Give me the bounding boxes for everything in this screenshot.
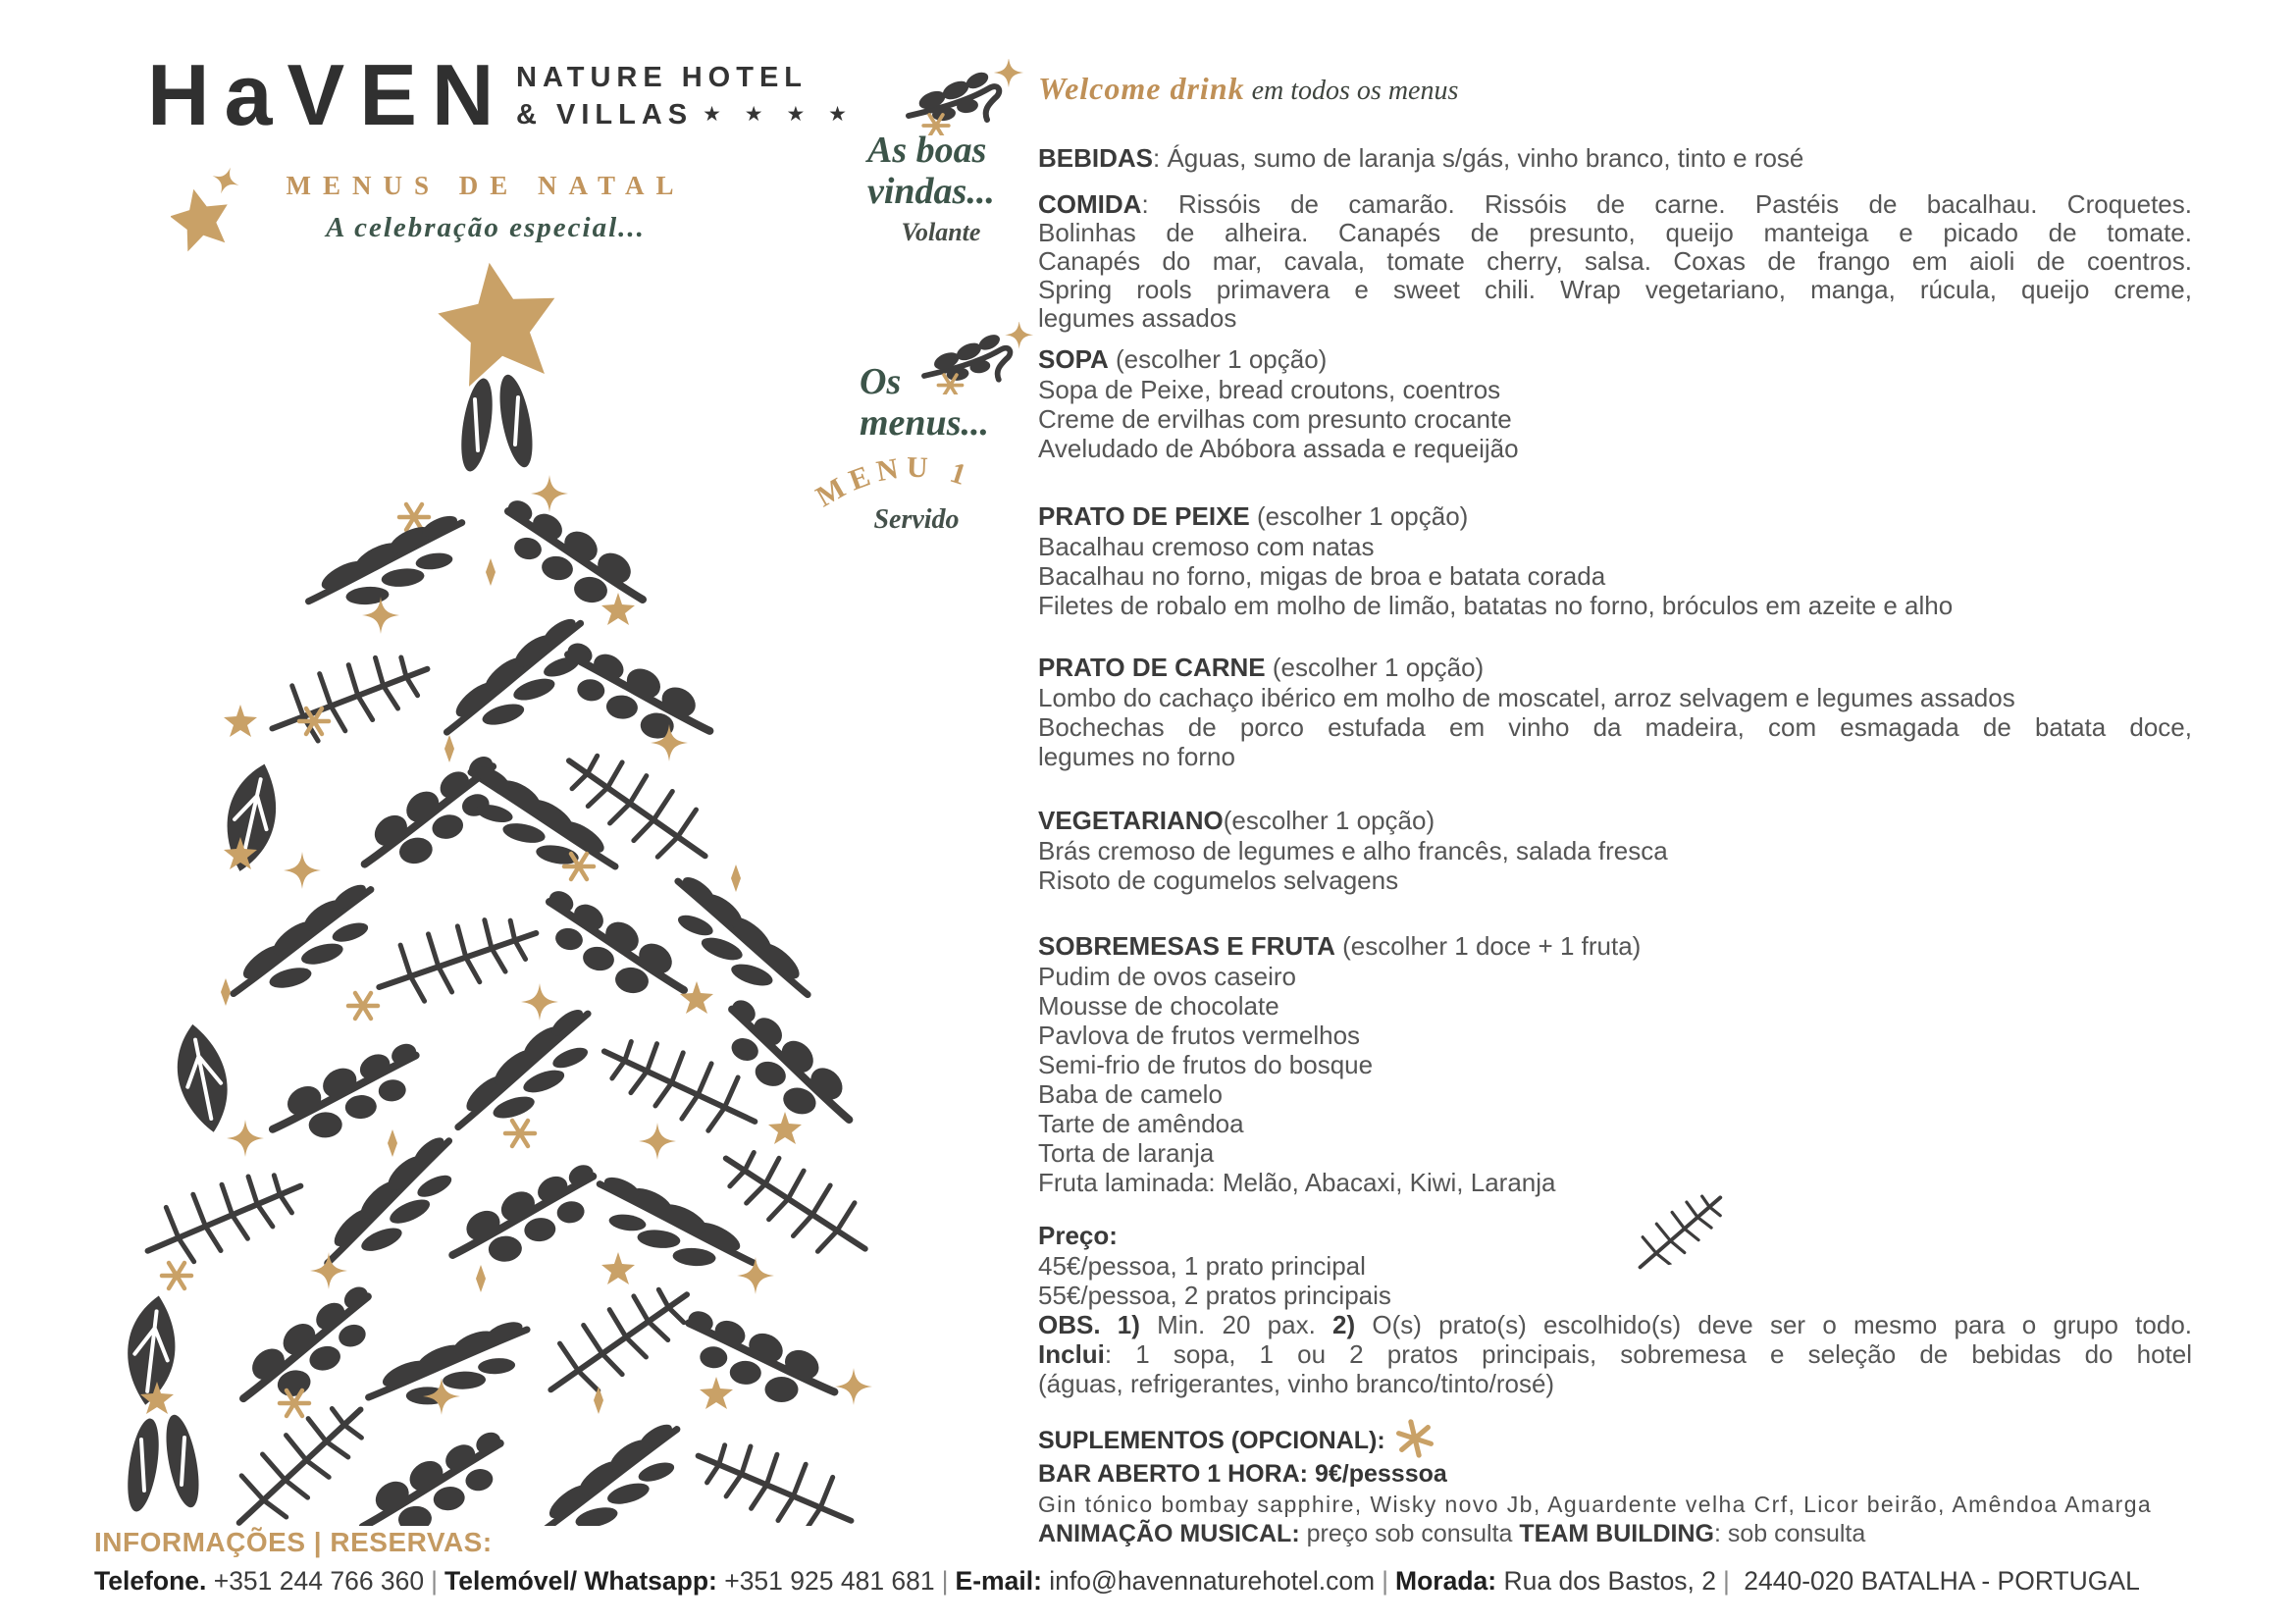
- brand-tagline: [516, 59, 856, 136]
- menu-item: legumes no forno: [1038, 742, 1235, 771]
- mobile-label: Telemóvel/ Whatsapp:: [444, 1566, 717, 1596]
- section-sopa: SOPA (escolher 1 opção) Sopa de Peixe, bread croutons, coentros Creme de ervilhas com presunto crocante Aveludado de Abóbora assada e requeijão: [1038, 343, 2192, 463]
- welcome-drink-line: Welcome drink em todos os menus: [1038, 71, 1459, 106]
- svg-text:MENU 1: MENU 1: [810, 450, 977, 514]
- welcome-label: As boas vindas...: [867, 130, 995, 212]
- menu-item: Filetes de robalo em molho de limão, batatas no forno, bróculos em azeite e alho: [1038, 591, 1954, 620]
- menu-item: Brás cremoso de legumes e alho francês, salada fresca: [1038, 836, 1668, 865]
- inclui-line2: (águas, refrigerantes, vinho branco/tinto/rosé): [1038, 1369, 1555, 1398]
- section-supplements: [1038, 1419, 2192, 1548]
- inclui-line: Inclui: 1 sopa, 1 ou 2 pratos principais, sobremesa e seleção de bebidas do hotel: [1038, 1339, 2192, 1369]
- menu-item: Risoto de cogumelos selvagens: [1038, 865, 1399, 895]
- menu-item: Lombo do cachaço ibérico em molho de moscatel, arroz selvagem e legumes assados: [1038, 683, 2015, 712]
- star-icon: [171, 159, 239, 255]
- menu-item: Pudim de ovos caseiro: [1038, 962, 1297, 991]
- tree-illustration: [69, 260, 903, 1526]
- menu-item: Bacalhau cremoso com natas: [1038, 532, 1375, 561]
- welcome-drink-accent: Welcome drink: [1038, 71, 1245, 106]
- supplements-heading: SUPLEMENTOS (OPCIONAL):: [1038, 1419, 2192, 1458]
- section-pricing: [1038, 1220, 2192, 1398]
- brand-wordmark: HaVEN: [147, 46, 509, 143]
- menu-item: Torta de laranja: [1038, 1138, 1215, 1168]
- menu-item: Aveludado de Abóbora assada e requeijão: [1038, 434, 1519, 463]
- mobile-number: +351 925 481 681: [716, 1566, 935, 1596]
- page-title: MENUS DE NATAL: [286, 171, 686, 200]
- menu-item: Sopa de Peixe, bread croutons, coentros: [1038, 375, 1501, 404]
- open-bar-line: BAR ABERTO 1 HORA: 9€/pesssoa: [1038, 1460, 1447, 1488]
- phone-label: Telefone.: [94, 1566, 207, 1596]
- comida-paragraph: COMIDA: Rissóis de camarão. Rissóis de carne. Pastéis de bacalhau. Croquetes. Bolinhas de alheira. Canapés de presunto, queijo manteiga e picado de tomate. Canapés do mar, cavala, tomate cherry, salsa. Coxas de frango em aioli de coentros. Spring rools primavera e sweet chili. Wrap vegetariano, manga, rúcula, queijo creme, legumes assados: [1038, 189, 2192, 333]
- section-prato-de-peixe: PRATO DE PEIXE (escolher 1 opção) Bacalhau cremoso com natas Bacalhau no forno, migas de broa e batata corada Filetes de robalo em molho de limão, batatas no forno, bróculos em azeite e alho: [1038, 500, 2192, 620]
- menu-item: Tarte de amêndoa: [1038, 1109, 1244, 1138]
- welcome-style-label: Volante: [901, 218, 981, 246]
- section-sobremesas: SOBREMESAS E FRUTA (escolher 1 doce + 1 fruta) Pudim de ovos caseiro Mousse de chocolate Pavlova de frutos vermelhos Semi-frio de frutos do bosque Baba de camelo Tarte de amêndoa Torta de laranja Fruta laminada: Melão, Abacaxi, Kiwi, Laranja: [1038, 930, 2192, 1197]
- menu-item: Pavlova de frutos vermelhos: [1038, 1021, 1361, 1050]
- menu-item: Baba de camelo: [1038, 1079, 1223, 1109]
- phone-number: +351 244 766 360: [206, 1566, 425, 1596]
- menu-item: Creme de ervilhas com presunto crocante: [1038, 404, 1512, 434]
- obs-line: OBS. 1) Min. 20 pax. 2) O(s) prato(s) escolhido(s) deve ser o mesmo para o grupo todo.: [1038, 1310, 2192, 1339]
- menu-item: Bacalhau no forno, migas de broa e batata corada: [1038, 561, 1606, 591]
- brand-tagline-line1: NATURE HOTEL: [516, 62, 809, 93]
- price-heading: Preço:: [1038, 1221, 1118, 1250]
- postal-value: 2440-020 BATALHA - PORTUGAL: [1736, 1566, 2140, 1596]
- sparkle-icon: [1395, 1419, 1435, 1458]
- menu-item: Fruta laminada: Melão, Abacaxi, Kiwi, Laranja: [1038, 1168, 1556, 1197]
- email-label: E-mail:: [955, 1566, 1042, 1596]
- reservations-heading: INFORMAÇÕES | RESERVAS:: [94, 1527, 493, 1557]
- price-line: 55€/pessoa, 2 pratos principais: [1038, 1281, 1391, 1310]
- section-vegetariano: VEGETARIANO(escolher 1 opção) Brás cremoso de legumes e alho francês, salada fresca Risoto de cogumelos selvagens: [1038, 805, 2192, 895]
- menu-1-style-label: Servido: [873, 504, 960, 535]
- animation-line: ANIMAÇÃO MUSICAL: preço sob consulta TEAM BUILDING: sob consulta: [1038, 1520, 1866, 1547]
- email-address: info@havennaturehotel.com: [1041, 1566, 1376, 1596]
- menu-1-arc-label: [810, 442, 1017, 514]
- page-subtitle: A celebração especial...: [326, 212, 646, 243]
- sprig-icon: [905, 59, 1024, 135]
- menu-item: Mousse de chocolate: [1038, 991, 1279, 1021]
- contact-line: Telefone. +351 244 766 360 | Telemóvel/ Whatsapp: +351 925 481 681 | E-mail: info@havennaturehotel.com | Morada: Rua dos Bastos, 2 | 2440-020 BATALHA - PORTUGAL: [94, 1566, 2140, 1596]
- drinks-line: Gin tónico bombay sapphire, Wisky novo Jb, Aguardente velha Crf, Licor beirão, Amêndoa Amarga: [1038, 1492, 2153, 1517]
- menu-item: Semi-frio de frutos do bosque: [1038, 1050, 1374, 1079]
- address-value: Rua dos Bastos, 2: [1496, 1566, 1717, 1596]
- price-line: 45€/pessoa, 1 prato principal: [1038, 1251, 1366, 1281]
- section-prato-de-carne: PRATO DE CARNE (escolher 1 opção) Lombo do cachaço ibérico em molho de moscatel, arroz selvagem e legumes assados Bochechas de porco estufada em vinho da madeira, com esmagada de batata doce, legumes no forno: [1038, 653, 2192, 771]
- rating-stars: ★ ★ ★ ★: [703, 103, 856, 126]
- menu-item: Bochechas de porco estufada em vinho da madeira, com esmagada de batata doce,: [1038, 712, 2192, 742]
- menus-label: Os menus...: [860, 361, 989, 444]
- brand-tagline-line2: & VILLAS ★ ★ ★ ★: [516, 99, 856, 131]
- bebidas-line: BEBIDAS: Águas, sumo de laranja s/gás, vinho branco, tinto e rosé: [1038, 143, 1804, 173]
- address-label: Morada:: [1395, 1566, 1497, 1596]
